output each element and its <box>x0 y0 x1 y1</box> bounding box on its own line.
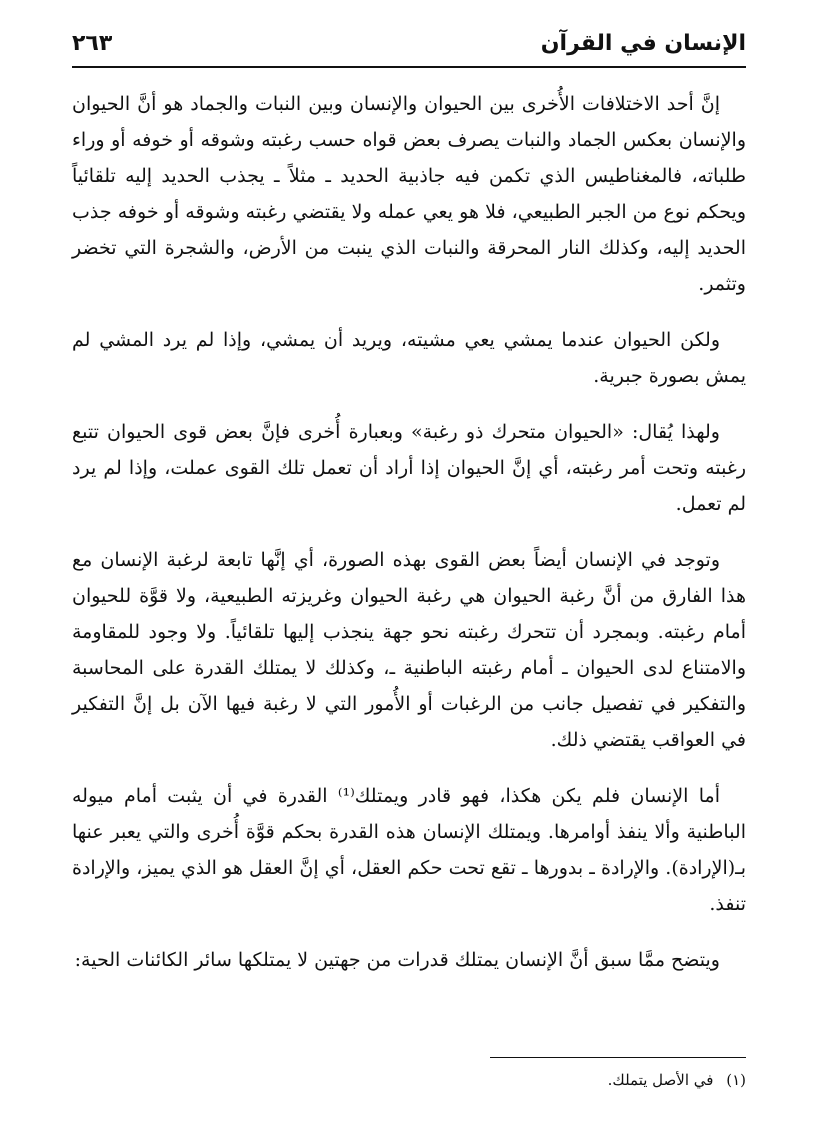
body-text <box>72 86 746 998</box>
paragraph-1: إنَّ أحد الاختلافات الأُخرى بين الحيوان والإنسان وبين النبات والجماد هو أنَّ الحيوان والإنسان بعكس الجماد والنبات يصرف بعض قواه حسب رغبته وشوقه أو خوفه أو وراء طلباته، فالمغناطيس الذي تكمن فيه جاذبية الحديد ـ مثلاً ـ يجذب الحديد إليه تلقائياً ويحكم نوع من الجبر الطبيعي، فلا هو يعي عمله ولا يقتضي رغبته وشوقه أو خوفه جذب الحديد إليه، وكذلك النار المحرقة والنبات الذي ينبت من الأرض، والشجرة التي تخضر وتثمر. <box>72 93 746 295</box>
paragraph-5: أما الإنسان فلم يكن هكذا، فهو قادر ويمتلك⁽¹⁾ القدرة في أن يثبت أمام ميوله الباطنية وألا ينفذ أوامرها. ويمتلك الإنسان هذه القدرة بحكم قوَّة أُخرى والتي يعبر عنها بـ(الإرادة). والإرادة ـ بدورها ـ تقع تحت حكم العقل، أي إنَّ العقل هو الذي يميز، والإرادة تنفذ. <box>72 785 746 915</box>
footnote-marker: (١) <box>726 1071 746 1089</box>
page-header <box>72 20 746 68</box>
footnote-text: في الأصل يتملك. <box>607 1071 714 1089</box>
running-title: الإنسان في القرآن <box>540 30 746 56</box>
paragraph-2: ولكن الحيوان عندما يمشي يعي مشيته، ويريد أن يمشي، وإذا لم يرد المشي لم يمش بصورة جبرية. <box>72 329 746 387</box>
page-number: ٢٦٣ <box>72 30 113 56</box>
footnote-divider <box>490 1057 746 1058</box>
paragraph-6: ويتضح ممَّا سبق أنَّ الإنسان يمتلك قدرات من جهتين لا يمتلكها سائر الكائنات الحية: <box>74 949 720 971</box>
paragraph-4: وتوجد في الإنسان أيضاً بعض القوى بهذه الصورة، أي إنَّها تابعة لرغبة الإنسان مع هذا الفارق من أنَّ رغبة الحيوان هي رغبة الحيوان وغريزته الطبيعية، ولا قوَّة للحيوان أمام رغبته. وبمجرد أن تتحرك رغبته نحو جهة ينجذب إليها تلقائياً. ولا وجود للمقاومة والامتناع لدى الحيوان ـ أمام رغبته الباطنية ـ، وكذلك لا يمتلك القدرة على المحاسبة والتفكير في تفصيل جانب من الرغبات أو الأُمور التي لا رغبة فيها الآن بل إنَّ التفكير في العواقب يقتضي ذلك. <box>72 549 746 751</box>
paragraph-3: ولهذا يُقال: «الحيوان متحرك ذو رغبة» وبعبارة أُخرى فإنَّ بعض قوى الحيوان تتبع رغبته وتحت أمر رغبته، أي إنَّ الحيوان إذا أراد أن تعمل تلك القوى عملت، وإذا لم يرد لم تعمل. <box>72 421 746 515</box>
footnote <box>72 1068 746 1092</box>
